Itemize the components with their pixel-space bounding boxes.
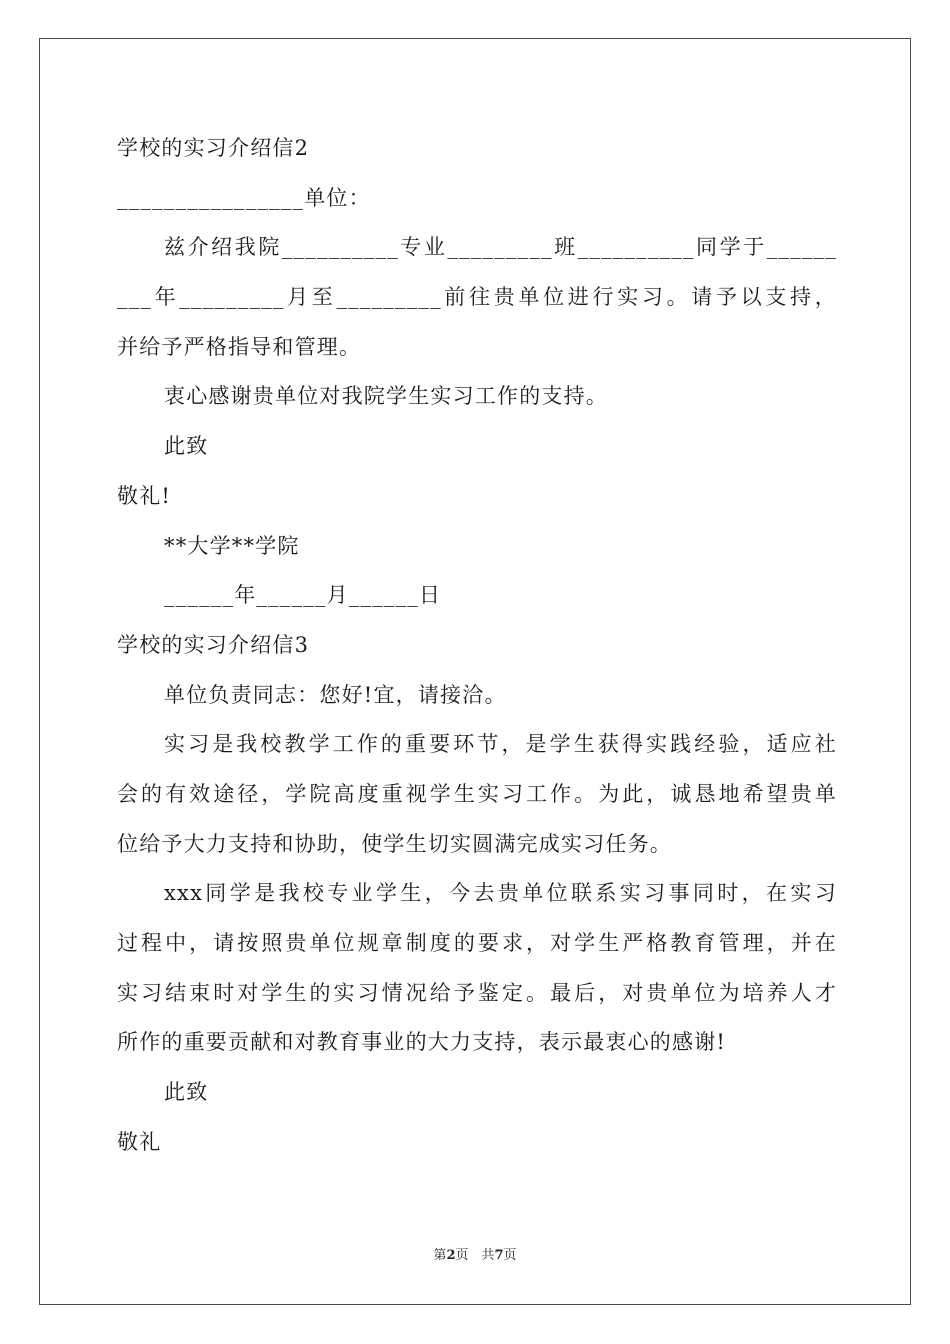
- current-page-number: 2: [446, 1248, 456, 1263]
- paragraph-line: 衷心感谢贵单位对我院学生实习工作的支持。: [164, 384, 608, 409]
- page-mid: 页 共: [455, 1248, 495, 1263]
- signature-date: ______年______月______日: [164, 583, 442, 608]
- paragraph-line: 兹介绍我院__________专业_________班__________同学于______: [164, 235, 837, 260]
- recipient-unit: ________________单位：: [117, 185, 371, 210]
- paragraph-line: 所作的重要贡献和对教育事业的大力支持，表示最衷心的感谢!: [117, 1030, 727, 1055]
- closing-salutation: 此致: [164, 1080, 209, 1105]
- letter-title-3: 学校的实习介绍信3: [117, 632, 310, 657]
- paragraph-line: 过程中，请按照贵单位规章制度的要求，对学生严格教育管理，并在: [117, 931, 837, 955]
- document-body: [117, 124, 837, 1167]
- paragraph-line: ___年_________月至_________前往贵单位进行实习。请予以支持，: [117, 285, 837, 310]
- letter-title-2: 学校的实习介绍信2: [117, 136, 310, 160]
- signature-institution: **大学**学院: [164, 533, 300, 558]
- closing-regards: 敬礼: [117, 1129, 162, 1154]
- closing-salutation: 此致: [164, 434, 209, 459]
- paragraph-line: xxx同学是我校专业学生，今去贵单位联系实习事同时，在实习: [164, 881, 837, 906]
- greeting: 单位负责同志：您好!宜，请接洽。: [164, 682, 507, 707]
- page-suffix: 页: [503, 1248, 517, 1263]
- page-number-footer: [0, 1244, 950, 1263]
- page-prefix: 第: [433, 1248, 447, 1263]
- total-page-number: 7: [494, 1248, 504, 1263]
- paragraph-line: 实习是我校教学工作的重要环节，是学生获得实践经验，适应社: [164, 732, 837, 757]
- paragraph-line: 并给予严格指导和管理。: [117, 334, 362, 359]
- paragraph-line: 实习结束时对学生的实习情况给予鉴定。最后，对贵单位为培养人才: [117, 980, 837, 1005]
- closing-regards: 敬礼!: [117, 483, 172, 508]
- paragraph-line: 位给予大力支持和协助，使学生切实圆满完成实习任务。: [117, 831, 672, 856]
- paragraph-line: 会的有效途径，学院高度重视学生实习工作。为此，诚恳地希望贵单: [117, 781, 837, 806]
